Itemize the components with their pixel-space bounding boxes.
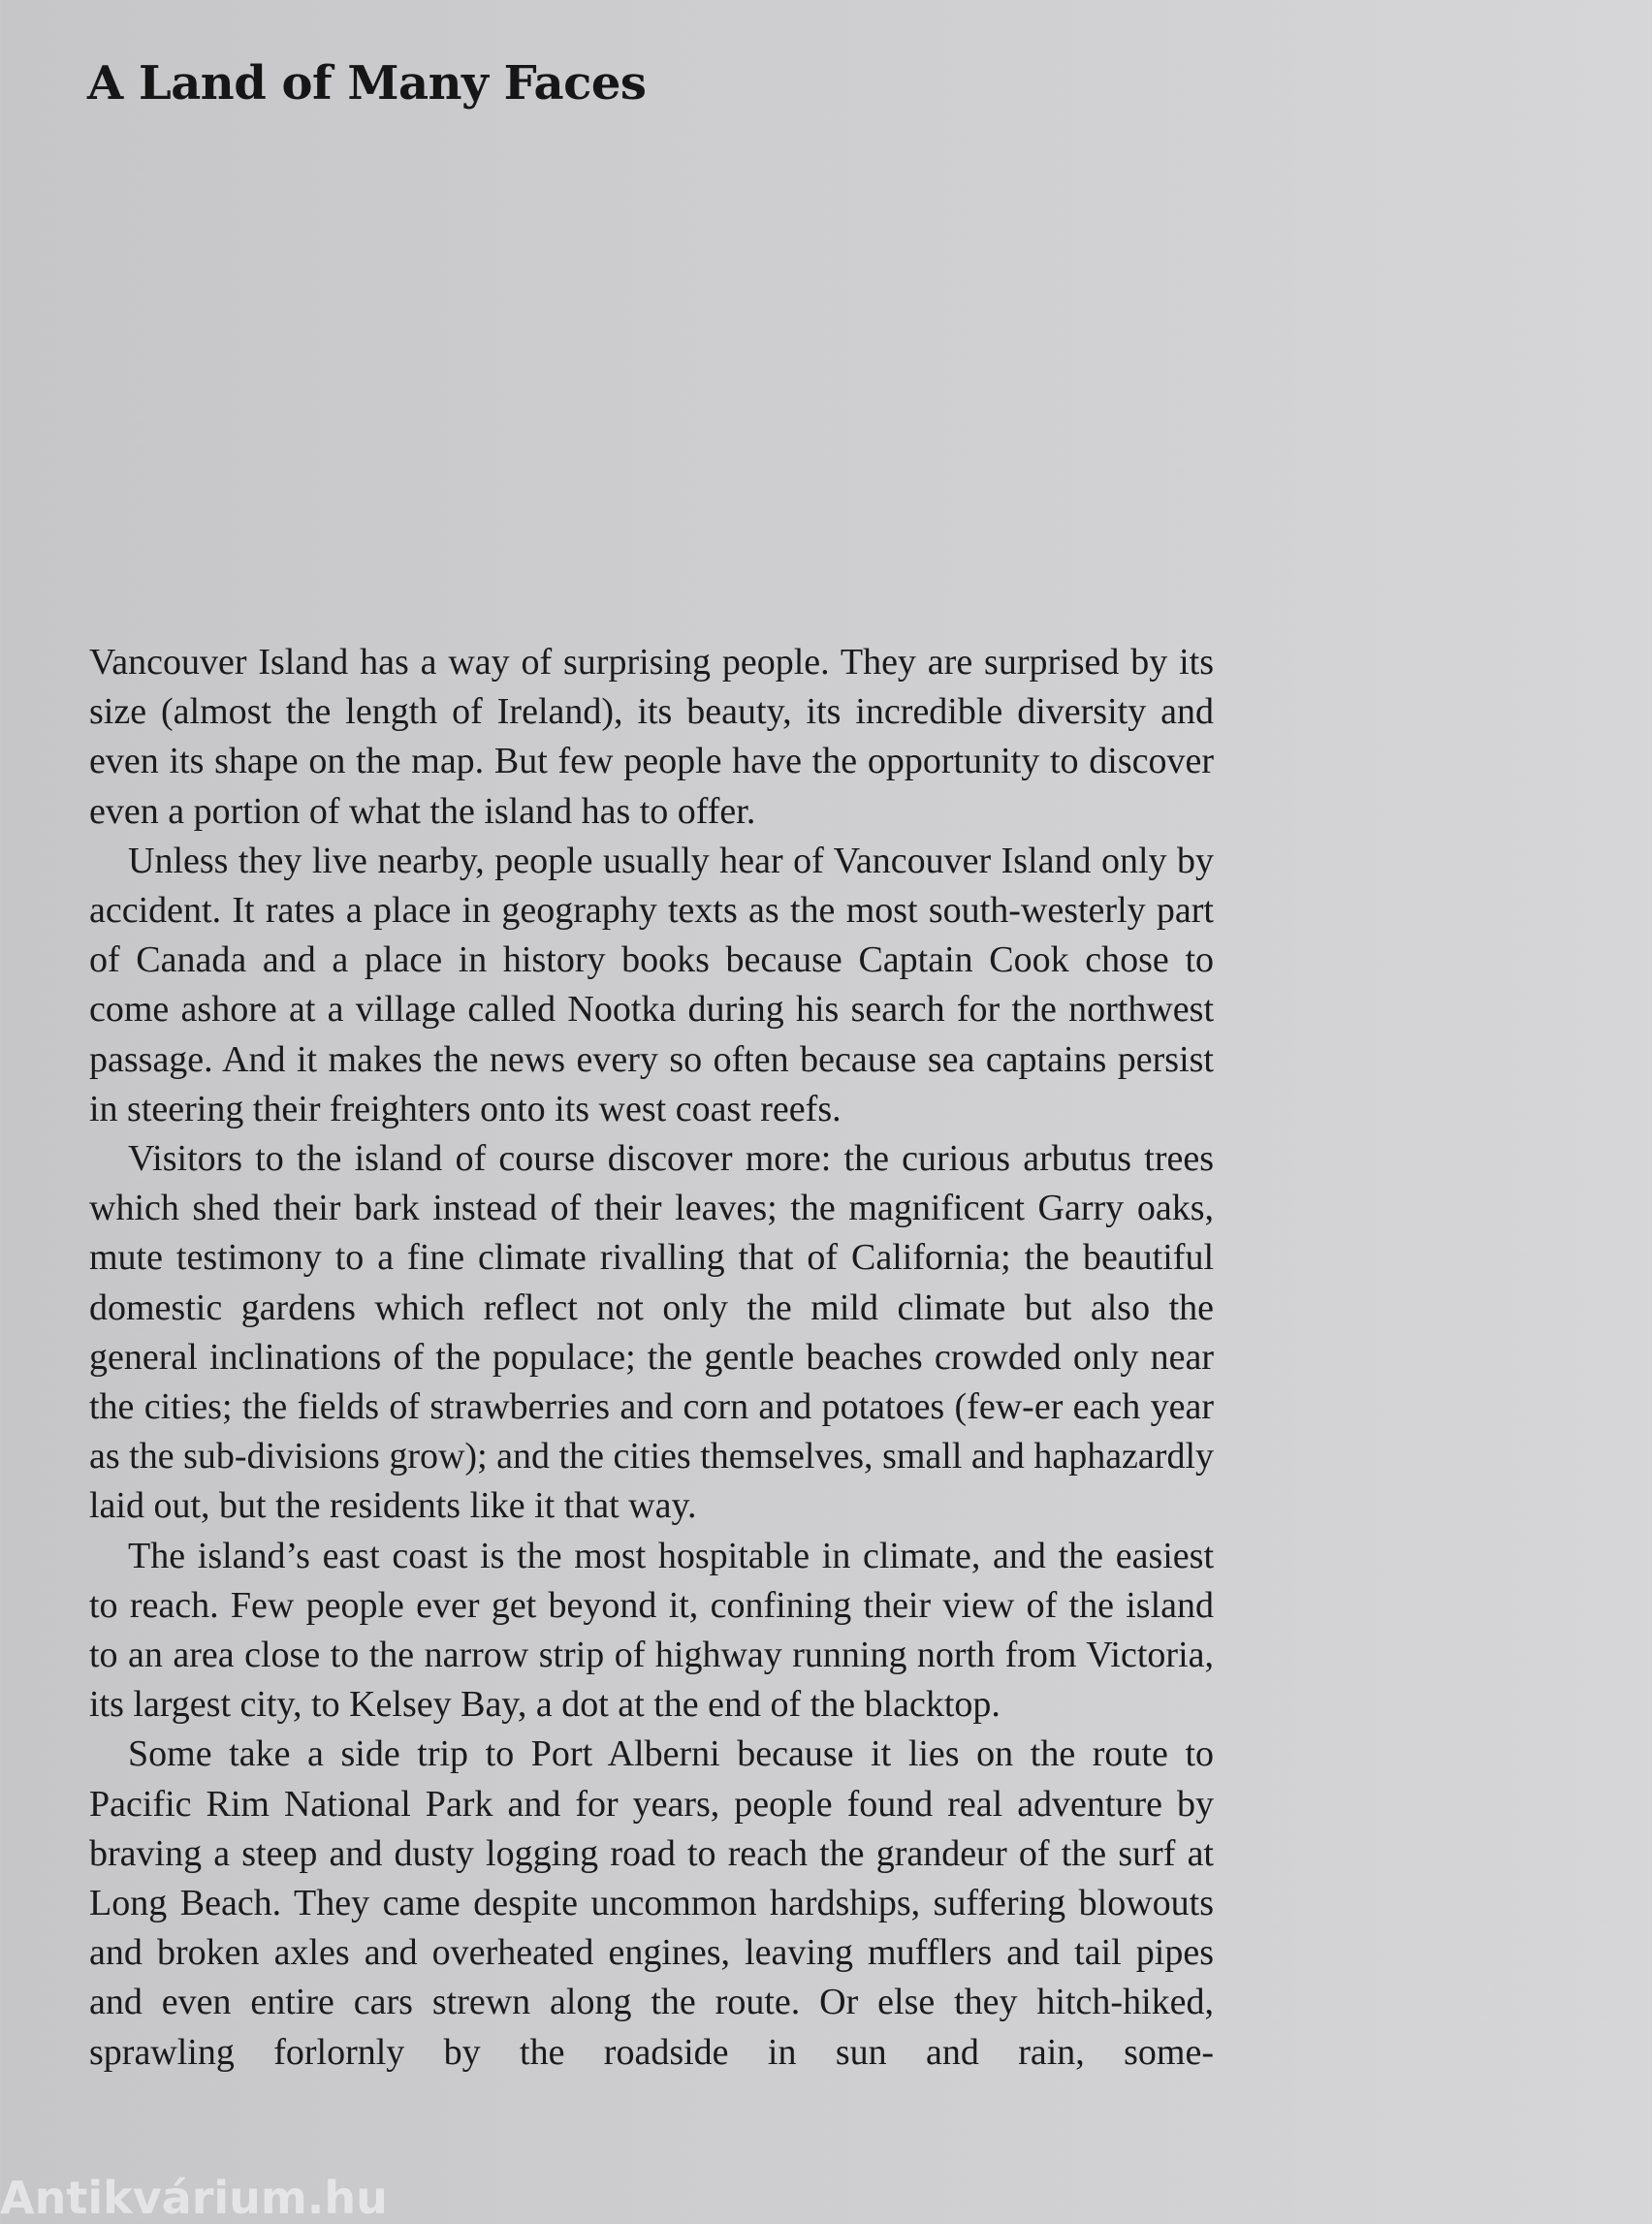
paragraph-3: Visitors to the island of course discover more: the curious arbutus trees which shed their bark instead of their leaves; the magnificent Garry oaks, mute testimony to a fine climate rivalling that of California; the beautiful domestic gardens which reflect not only the mild climate but also the general inclinations of the populace; the gentle beaches crowded only near the cities; the fields of strawberries and corn and potatoes (few-er each year as the sub-divisions grow); and the cities themselves, small and haphazardly laid out, but the residents like it that way. xyxy=(89,1138,1214,1527)
paragraph-1: Vancouver Island has a way of surprising people. They are surprised by its size (almost the length of Ireland), its beauty, its incredible diversity and even its shape on the map. But few people have the opportunity to discover even a portion of what the island has to offer. xyxy=(89,642,1214,832)
paragraph-4: The island’s east coast is the most hospitable in climate, and the easiest to reach. Few people ever get beyond it, confining their view of the island to an area close to the narrow strip of highway running north from Victoria, its largest city, to Kelsey Bay, a dot at the end of the blacktop. xyxy=(89,1535,1214,1726)
paragraph-5: Some take a side trip to Port Alberni because it lies on the route to Pacific Rim National Park and for years, people found real adventure by braving a steep and dusty logging road to reach the grandeur of the surf at Long Beach. They came despite uncommon hardships, suffering blowouts and broken axles and overheated engines, leaving mufflers and tail pipes and even entire cars strewn along the route. Or else they hitch-hiked, sprawling forlornly by the roadside in sun and rain, some- xyxy=(89,1733,1214,2073)
watermark: Antikvárium.hu xyxy=(0,2172,388,2224)
chapter-title: A Land of Many Faces xyxy=(87,56,647,111)
paragraph-2: Unless they live nearby, people usually hear of Vancouver Island only by accident. It rates a place in geography texts as the most south-westerly part of Canada and a place in history books because Captain Cook chose to come ashore at a village called Nootka during his search for the northwest passage. And it makes the news every so often because sea captains persist in steering their freighters onto its west coast reefs. xyxy=(89,840,1214,1129)
body-text xyxy=(89,638,1214,2078)
